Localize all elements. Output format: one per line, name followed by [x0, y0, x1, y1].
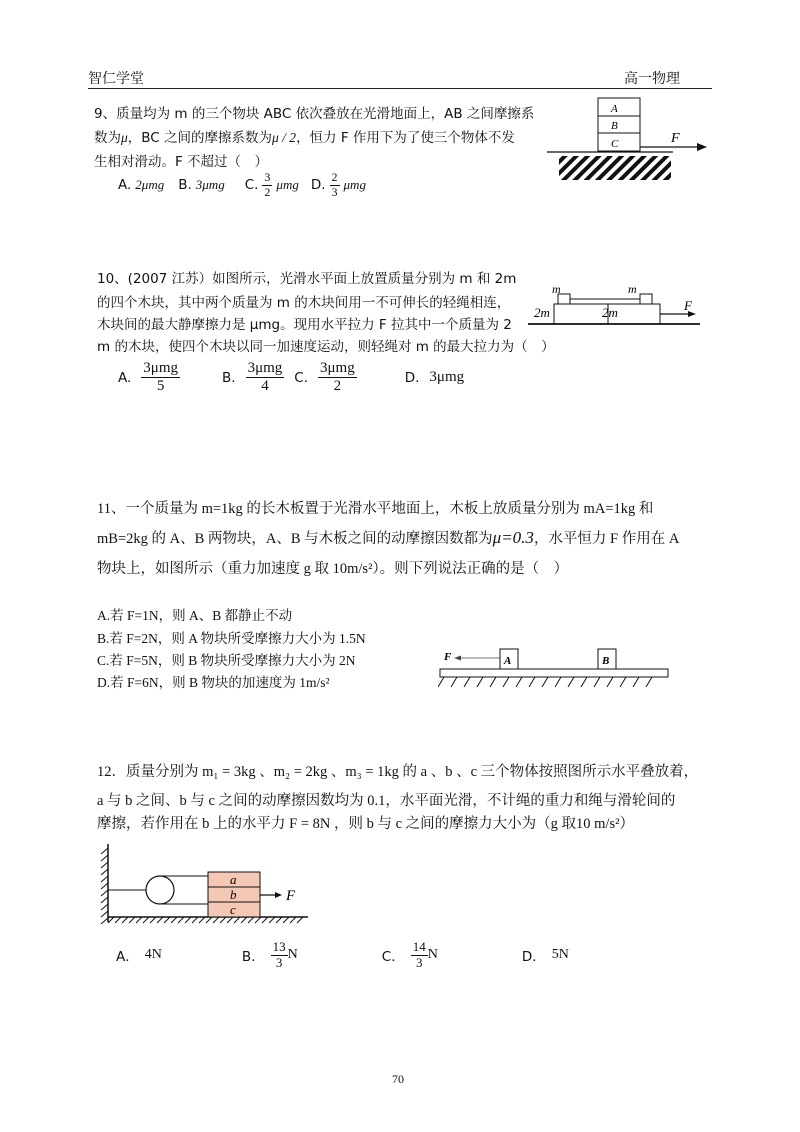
hatch-mark — [297, 917, 303, 923]
q9-label-b: B — [611, 120, 618, 132]
hatch-mark — [220, 917, 226, 923]
q12-optB-unit: N — [287, 947, 298, 963]
q10-line3: 木块间的最大静摩擦力是 μmg。现用水平拉力 F 拉其中一个质量为 2 — [97, 317, 512, 333]
q9-mu2: μ / 2 — [272, 130, 297, 145]
q10-optD-label: D. — [404, 369, 420, 386]
hatch-mark — [213, 917, 219, 923]
hatch-mark — [101, 911, 108, 917]
q11-ground-hatch — [438, 677, 652, 687]
hatch-mark — [101, 869, 108, 875]
hatch-mark — [101, 890, 108, 896]
hatch-mark — [178, 917, 184, 923]
q11-line2a: mB=2kg 的 A、B 两物块，A、B 与木板之间的动摩擦因数都为 — [97, 531, 493, 547]
q12-line3: 摩擦，若作用在 b 上的水平力 F = 8N ，则 b 与 c 之间的摩擦力大小为（g 取10 m/s²） — [97, 816, 634, 832]
q12-optA-label: A． — [116, 949, 139, 966]
hatch-mark — [164, 917, 170, 923]
hatch-mark — [199, 917, 205, 923]
q12-optB-fraction — [271, 940, 288, 971]
hatch-mark — [283, 917, 289, 923]
hatch-mark — [555, 677, 561, 687]
q11-label-f: F — [444, 651, 452, 663]
q9-block-b — [598, 116, 640, 133]
hatch-mark — [241, 917, 247, 923]
hatch-mark — [633, 677, 639, 687]
hatch-mark — [150, 917, 156, 923]
hatch-mark — [451, 677, 457, 687]
hatch-mark — [620, 677, 626, 687]
q9-optD-tail: μmg — [343, 177, 366, 192]
hatch-mark — [101, 855, 108, 861]
q9-optC-fraction — [262, 171, 272, 200]
q10-line2: 的四个木块，其中两个质量为 m 的木块间用一不可伸长的轻绳相连， — [97, 295, 511, 311]
q9-optA-label: A. — [118, 177, 132, 193]
hatch-mark — [227, 917, 233, 923]
q9-label-a: A — [611, 103, 618, 115]
q12-optA-value: 4N — [144, 947, 162, 963]
hatch-mark — [122, 917, 128, 923]
q10-optB-num: 3μmg — [246, 360, 285, 378]
q9-optD-label: D. — [310, 177, 326, 193]
q9-line2c: ，恒力 F 作用下为了使三个物体不发 — [296, 130, 515, 146]
hatch-mark — [115, 917, 121, 923]
page-number: 70 — [392, 1072, 404, 1086]
q9-optB-label: B. — [178, 177, 192, 193]
q10-label-m2: m — [628, 283, 637, 296]
q10-label-m1: m — [552, 283, 561, 296]
q10-optC-fraction — [318, 360, 357, 396]
q10-optB-fraction — [246, 360, 285, 396]
hatch-mark — [206, 917, 212, 923]
q10-big-block-1 — [554, 304, 608, 324]
q10-optB-den: 4 — [261, 378, 269, 395]
hatch-mark — [234, 917, 240, 923]
q9-optB-value: 3μmg — [195, 177, 225, 192]
q9-options — [118, 170, 366, 200]
q10-line1: 10、(2007 江苏）如图所示，光滑水平面上放置质量分别为 m 和 2m — [97, 271, 517, 287]
q12-optB-den: 3 — [275, 954, 283, 970]
q9-optC-num: 3 — [264, 169, 271, 184]
q9-line3: 生相对滑动。F 不超过（ ） — [94, 154, 269, 170]
q9-label-c: C — [611, 138, 619, 150]
q12-optC-label: C． — [381, 949, 405, 966]
q12-optC-den: 3 — [415, 954, 423, 970]
q9-line2a: 数为 — [94, 130, 121, 146]
hatch-mark — [516, 677, 522, 687]
q11-figure — [438, 645, 670, 693]
header-rule — [88, 88, 712, 89]
q11-optB: B.若 F=2N，则 A 物块所受摩擦力大小为 1.5N — [97, 631, 366, 646]
q10-optA-fraction — [141, 360, 180, 396]
q9-line1: 9、质量均为 m 的三个物块 ABC 依次叠放在光滑地面上，AB 之间摩擦系 — [94, 106, 535, 122]
q11-label-a: A — [504, 655, 512, 667]
q12-label-b: b — [230, 887, 237, 902]
hatch-mark — [101, 848, 108, 854]
hatch-mark — [101, 883, 108, 889]
q11-optC: C.若 F=5N，则 B 物块所受摩擦力大小为 2N — [97, 653, 356, 668]
hatch-mark — [129, 917, 135, 923]
q9-ground-hatch — [559, 156, 671, 180]
q10-small-block-2 — [640, 294, 652, 304]
q10-optA-den: 5 — [156, 378, 165, 395]
hatch-mark — [192, 917, 198, 923]
q11-line2b: ，水平恒力 F 作用在 A — [533, 531, 680, 547]
q12-options — [116, 940, 569, 971]
hatch-mark — [490, 677, 496, 687]
q12-optB-label: B． — [241, 949, 265, 966]
hatch-mark — [255, 917, 261, 923]
q11-optA: A.若 F=1N，则 A、B 都静止不动 — [97, 608, 293, 623]
hatch-mark — [438, 677, 444, 687]
q12-optC-num: 14 — [412, 939, 426, 954]
hatch-mark — [290, 917, 296, 923]
hatch-mark — [101, 862, 108, 868]
hatch-mark — [248, 917, 254, 923]
hatch-mark — [101, 876, 108, 882]
q9-arrow-head — [697, 143, 707, 151]
q11-line1: 11、一个质量为 m=1kg 的长木板置于光滑水平地面上，木板上放质量分别为 mA=1kg 和 — [97, 501, 654, 517]
q12-optD-value: 5N — [551, 947, 569, 963]
q12-optD-label: D． — [521, 949, 546, 966]
q9-optD-fraction — [330, 171, 340, 200]
hatch-mark — [101, 897, 108, 903]
header-right: 高一物理 — [624, 71, 680, 87]
hatch-mark — [171, 917, 177, 923]
hatch-mark — [594, 677, 600, 687]
hatch-mark — [503, 677, 509, 687]
q10-figure — [528, 283, 704, 331]
q9-line2b: ，BC 之间的摩擦系数为 — [127, 130, 273, 146]
q9-block-a — [598, 98, 640, 116]
q11-line3: 物块上，如图所示（重力加速度 g 取 10m/s²）。则下列说法正确的是（ ） — [97, 561, 569, 577]
q10-optA-label: A. — [118, 369, 132, 386]
hatch-mark — [269, 917, 275, 923]
hatch-mark — [185, 917, 191, 923]
q12-label-a: a — [230, 872, 237, 887]
q11-line2 — [97, 527, 679, 548]
q10-label-2m-1: 2m — [534, 305, 550, 320]
q9-optC-tail: μmg — [276, 177, 299, 192]
q10-optC-label: C. — [294, 369, 309, 386]
q10-optA-num: 3μmg — [141, 360, 180, 378]
hatch-mark — [157, 917, 163, 923]
q10-label-f: F — [684, 298, 692, 313]
q12-pulley — [146, 876, 174, 904]
q9-optD-den: 3 — [331, 184, 338, 199]
hatch-mark — [101, 904, 108, 910]
q12-figure — [98, 842, 312, 924]
q10-optB-label: B. — [222, 369, 236, 386]
q10-line4: m 的木块，使四个木块以同一加速度运动，则轻绳对 m 的最大拉力为（ ） — [97, 339, 555, 355]
q12-label-c: c — [230, 902, 236, 917]
hatch-mark — [276, 917, 282, 923]
hatch-mark — [101, 918, 108, 924]
hatch-mark — [568, 677, 574, 687]
q12-optB-num: 13 — [272, 939, 286, 954]
q12-arrow-head — [275, 892, 282, 898]
hatch-mark — [262, 917, 268, 923]
q11-label-b: B — [602, 655, 610, 667]
hatch-mark — [108, 917, 114, 923]
q9-line2 — [94, 126, 515, 146]
q11-optD: D.若 F=6N，则 B 物块的加速度为 1m/s² — [97, 675, 330, 690]
q9-optA-value: 2μmg — [135, 177, 165, 192]
header-left: 智仁学堂 — [88, 71, 144, 87]
q10-optC-den: 2 — [333, 378, 342, 395]
hatch-mark — [143, 917, 149, 923]
q9-mu: μ — [121, 130, 128, 145]
q10-optC-num: 3μmg — [318, 360, 357, 378]
q12-optC-fraction — [411, 940, 428, 971]
q12-wall-hatch — [101, 848, 303, 924]
q11-arrow-head — [454, 656, 461, 661]
q10-label-2m-2: 2m — [602, 305, 618, 320]
hatch-mark — [464, 677, 470, 687]
hatch-mark — [542, 677, 548, 687]
hatch-mark — [136, 917, 142, 923]
q9-label-f: F — [671, 131, 680, 146]
q9-optC-den: 2 — [264, 184, 271, 199]
hatch-mark — [477, 677, 483, 687]
hatch-mark — [581, 677, 587, 687]
q10-optD-value: 3μmg — [429, 369, 465, 386]
hatch-mark — [607, 677, 613, 687]
q12-line2: a 与 b 之间、b 与 c 之间的动摩擦因数均为 0.1，水平面光滑，不计绳的重力和绳与滑轮间的 — [97, 793, 676, 809]
q11-mu: μ=0.3 — [492, 528, 534, 547]
q9-optD-num: 2 — [331, 169, 338, 184]
q12-line1: 12．质量分别为 m₁ = 3kg 、m₂ = 2kg 、m₃ = 1kg 的 a 、b 、c 三个物体按照图所示水平叠放着， — [97, 764, 699, 780]
q9-block-c — [598, 133, 640, 151]
q12-label-f: F — [286, 888, 296, 904]
hatch-mark — [646, 677, 652, 687]
q10-options — [118, 360, 464, 396]
hatch-mark — [529, 677, 535, 687]
q12-optC-unit: N — [427, 947, 438, 963]
q11-board — [440, 669, 668, 677]
q9-figure — [545, 94, 715, 186]
q9-optC-label: C. — [244, 177, 259, 193]
